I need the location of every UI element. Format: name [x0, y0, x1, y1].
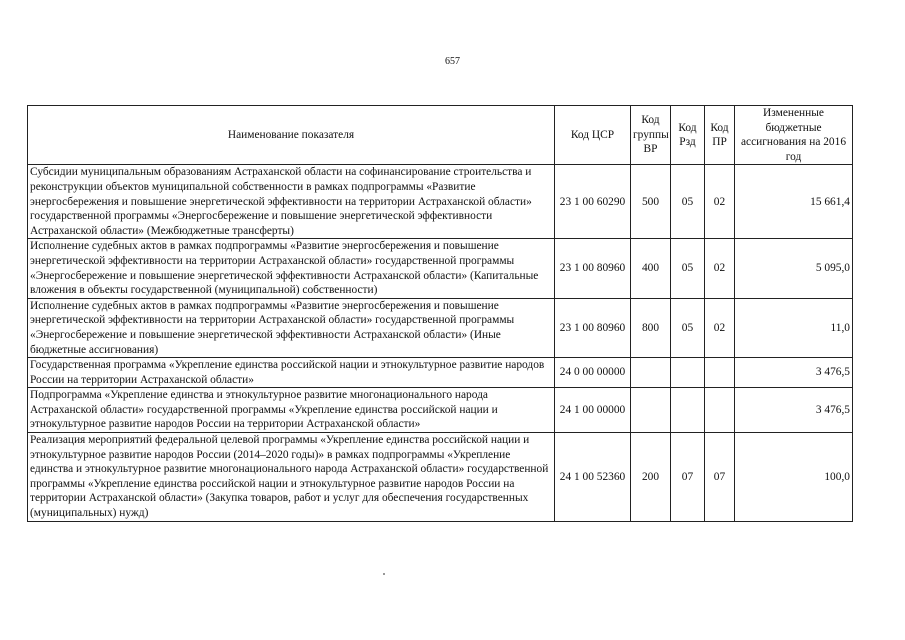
row-vr: 800: [631, 298, 671, 357]
header-rzd: Код Рзд: [671, 106, 705, 165]
row-vr: 400: [631, 239, 671, 298]
table-row: [28, 298, 853, 357]
scan-speck: [383, 573, 385, 575]
row-rzd: [671, 388, 705, 433]
row-csr: 23 1 00 80960: [555, 298, 631, 357]
row-pr: [705, 388, 735, 433]
row-vr: 500: [631, 165, 671, 239]
row-pr: [705, 358, 735, 388]
row-amount: 15 661,4: [735, 165, 853, 239]
row-rzd: 05: [671, 298, 705, 357]
table-row: [28, 388, 853, 433]
row-csr: 24 1 00 00000: [555, 388, 631, 433]
row-amount: 100,0: [735, 433, 853, 522]
row-amount: 3 476,5: [735, 388, 853, 433]
budget-table: [27, 105, 853, 522]
row-rzd: 07: [671, 433, 705, 522]
row-vr: 200: [631, 433, 671, 522]
row-amount: 3 476,5: [735, 358, 853, 388]
row-name: Исполнение судебных актов в рамках подпрограммы «Развитие энергосбережения и повышение энергетической эффективности на территории Астраханской области» государственной программы «Энергосбережение и повышение энергетической эффективности Астраханской области» (Иные бюджетные ассигнования): [28, 298, 555, 357]
row-pr: 02: [705, 165, 735, 239]
row-pr: 07: [705, 433, 735, 522]
row-name: Исполнение судебных актов в рамках подпрограммы «Развитие энергосбережения и повышение энергетической эффективности на территории Астраханской области» государственной программы «Энергосбережение и повышение энергетической эффективности Астраханской области» (Капитальные вложения в объекты государственной (муниципальной) собственности): [28, 239, 555, 298]
row-csr: 24 0 00 00000: [555, 358, 631, 388]
table-header-row: [28, 106, 853, 165]
row-vr: [631, 388, 671, 433]
row-amount: 11,0: [735, 298, 853, 357]
row-csr: 23 1 00 60290: [555, 165, 631, 239]
header-pr: Код ПР: [705, 106, 735, 165]
row-name: Государственная программа «Укрепление единства российской нации и этнокультурное развитие народов России на территории Астраханской области»: [28, 358, 555, 388]
header-amount: Измененные бюджетные ассигнования на 2016 год: [735, 106, 853, 165]
row-pr: 02: [705, 239, 735, 298]
row-name: Реализация мероприятий федеральной целевой программы «Укрепление единства российской нации и этнокультурное развитие народов России (2014–2020 годы)» в рамках подпрограммы «Укрепление единства и этнокультурное развитие многонационального народа Астраханской области» государственной программы «Укрепление единства российской нации и этнокультурное развитие народов России на территории Астраханской области» (Закупка товаров, работ и услуг для обеспечения государственных (муниципальных) нужд): [28, 433, 555, 522]
header-vr: Код группы ВР: [631, 106, 671, 165]
row-csr: 24 1 00 52360: [555, 433, 631, 522]
table-row: [28, 239, 853, 298]
row-csr: 23 1 00 80960: [555, 239, 631, 298]
row-amount: 5 095,0: [735, 239, 853, 298]
row-name: Субсидии муниципальным образованиям Астраханской области на софинансирование строительства и реконструкции объектов муниципальной собственности в рамках подпрограммы «Развитие энергосбережения и повышение энергетической эффективности на территории Астраханской области» государственной программы «Энергосбережение и повышение энергетической эффективности Астраханской области» (Межбюджетные трансферты): [28, 165, 555, 239]
row-rzd: 05: [671, 165, 705, 239]
table-row: [28, 433, 853, 522]
header-csr: Код ЦСР: [555, 106, 631, 165]
row-vr: [631, 358, 671, 388]
header-name: Наименование показателя: [28, 106, 555, 165]
page-number: 657: [445, 56, 460, 67]
row-rzd: 05: [671, 239, 705, 298]
row-pr: 02: [705, 298, 735, 357]
table-row: [28, 358, 853, 388]
row-name: Подпрограмма «Укрепление единства и этнокультурное развитие многонационального народа Астраханской области» государственной программы «Укрепление единства российской нации и этнокультурное развитие народов России на территории Астраханской области»: [28, 388, 555, 433]
row-rzd: [671, 358, 705, 388]
table-row: [28, 165, 853, 239]
